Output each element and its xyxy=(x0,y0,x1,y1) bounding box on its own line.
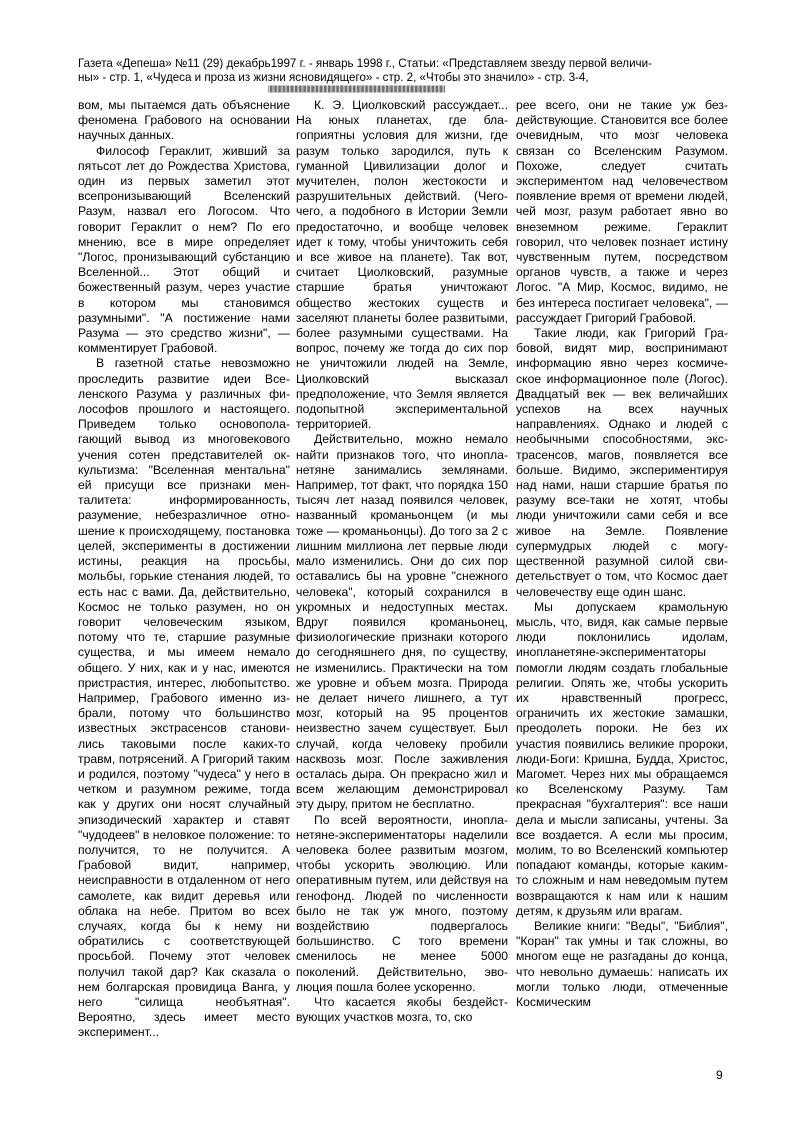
paragraph: Великие книги: "Веды", "Библия", "Коран" так умны и так сложны, во многом еще не разгаданы до конца, что невольно думаешь: написать их могли только люди, отмеченные Космическим xyxy=(516,918,728,1009)
header-line-2: ны» - стр. 1, «Чудеса и проза из жизни ясновидящего» - стр. 2, «Чтобы это значило» - стр. 3-4, xyxy=(78,71,589,84)
paragraph: Действительно, можно немало найти признаков того, что инопланетяне занимались землянами. Например, тот факт, что порядка 150 тысяч лет назад появился человек, названный кроманьонцем (и мы тоже — кроманьонцы). До того за 2 с лишним миллиона лет первые люди мало изменились. Они до сих пор оставались бы на уровне "снежного человека", который сохранился в укромных и недоступных местах. Вдруг появился кроманьонец, физиологические признаки которого до сегодняшнего дня, по существу, не изменились. Практически на том же уровне и объем мозга. Природа не делает ничего лишнего, а тут мозг, который на 95 процентов неизвестно зачем существует. Был случай, когда человеку пробили насквозь мозг. После заживления осталась дыра. Он прекрасно жил и всем желающим демонстрировал эту дыру, притом не бесплатно. xyxy=(296,432,508,812)
paragraph: Мы допускаем крамольную мысль, что, видя, как самые первые люди поклонились идолам, инопланетяне-экспериментаторы помогли людям создать глобальные религии. Опять же, чтобы ускорить их нравственный прогресс, ограничить их жестокие замашки, преодолеть пороки. Не без их участия появились великие пророки, люди-Боги: Кришна, Будда, Христос, Магомет. Через них мы обращаемся ко Вселенскому Разуму. Там прекрасная "бухгалтерия": все наши дела и мысли записаны, учтены. За все воздается. А если мы просим, молим, то во Вселенский компьютер попадают команды, которые каким-то сложным и нам неведомым путем возвращаются к нам или к нашим детям, к друзьям или врагам. xyxy=(516,599,728,918)
article-column-1 xyxy=(78,98,290,1041)
paragraph: К. Э. Циолковский рассуждает... На юных планетах, где благоприятны условия для жизни, где разум только зародился, путь к гуманной Цивилизации долог и мучителен, полон жестокости и разрушительных действий. (Чего-чего, а подобного в Истории Земли предостаточно, и вообще человек идет к тому, чтобы уничтожить себя и все живое на планете). Так вот, считает Циолковский, разумные старшие братья уничтожают общество жестоких существ и заселяют планеты более развитыми, более разумными существами. На вопрос, почему же тогда до сих пор не уничтожили людей на Земле, Циолковский высказал предположение, что Земля является подопытной экспериментальной территорией. xyxy=(296,98,508,432)
paragraph: Философ Гераклит, живший за пятьсот лет до Рождества Христова, один из первых заметил этот всепронизывающий Вселенский Разум, назвал его Логосом. Что говорит Гераклит о нем? По его мнению, все в мире определяет "Логос, пронизывающий субстанцию Вселенной... Этот общий и божественный разум, через участие в котором мы становимся разумными". "А постижение нами Разума — это средство жизни", — комментирует Грабовой. xyxy=(78,143,290,356)
paragraph: вом, мы пытаемся дать объяснение феномена Грабового на основании научных данных. xyxy=(78,98,290,143)
paragraph: Такие люди, как Григорий Грабовой, видят мир, воспринимают информацию явно через космическое информационное поле (Логос). Двадцатый век — век величайших успехов на всех научных направлениях. Однако и людей с необычными способностями, экстрасенсов, магов, появляется все больше. Видимо, экспериментируя над нами, наши старшие братья по разуму все-таки не хотят, чтобы люди уничтожили сами себя и все живое на Земле. Появление супермудрых людей с могущественной разумной силой свидетельствует о том, что Космос дает человечеству еще один шанс. xyxy=(516,326,728,599)
page-header xyxy=(78,57,728,95)
paragraph: рее всего, они не такие уж бездействующие. Становится все более очевидным, что мозг человека связан со Вселенским Разумом. Похоже, следует считать экспериментом над человечеством появление время от времени людей, чей мозг, разум работает явно во внеземном режиме. Гераклит говорил, что человек познает истину чувственным путем, посредством органов чувств, а также и через Логос. "А Мир, Космос, видимо, не без интереса постигает человека", — рассуждает Григорий Грабовой. xyxy=(516,98,728,325)
header-line-1: Газета «Депеша» №11 (29) декабрь1997 г. - январь 1998 г., Статьи: «Представляем звезду первой величи- xyxy=(78,57,652,70)
page-number: 9 xyxy=(716,1068,723,1082)
paragraph: Что касается якобы бездействующих участков мозга, то, ско xyxy=(296,994,508,1025)
paragraph: В газетной статье невозможно проследить развитие идеи Вселенского Разума у различных философов прошлого и настоящего. Приведем только основополагающий вывод из многовекового учения сотен представителей оккультизма: "Вселенная ментальна" ей присущи все признаки менталитета: информированность, разумение, небезразличное отношение к происходящему, постановка целей, эксперименты в достижении истины, реакция на просьбы, мольбы, горькие стенания людей, то есть нас с вами. Да, действительно, Космос не только разумен, но он говорит человеческим языком, потому что те, старшие разумные существа, и мы имеем немало общего. У них, как и у нас, имеются пристрастия, интерес, любопытство. Например, Грабового именно избрали, потому что большинство известных экстрасенсов становились таковыми после каких-то травм, потрясений. А Григорий таким и родился, поэтому "чудеса" у него в четком и разумном режиме, тогда как у других они носят случайный эпизодический характер и ставят "чудодеев" в неловкое положение: то получится, то не получится. А Грабовой видит, например, неисправности в отдаленном от него самолете, как видит деревья или облака на небе. Притом во всех случаях, когда бы к нему ни обратились с соответствующей просьбой. Почему этот человек получил такой дар? Как сказала о нем болгарская провидица Ванга, у него "силища необъятная". Вероятно, здесь имеет место эксперимент... xyxy=(78,356,290,1040)
article-column-2 xyxy=(296,98,508,1025)
paragraph: По всей вероятности, инопланетяне-экспериментаторы наделили человека более развитым мозгом, чтобы ускорить эволюцию. Или оперативным путем, или действуя на генофонд. Людей по численности было не так уж много, поэтому воздействию подвергалось большинство. С того времени сменилось не менее 5000 поколений. Действительно, эволюция пошла более ускоренно. xyxy=(296,812,508,994)
article-column-3 xyxy=(516,98,728,1010)
header-divider: |||||||||||||||||||||||||||||||||||||||||||||||||||||||||||||||||||||||||||||||||||||||||||||||||||||||||||||||||||||||||||||||||||||| xyxy=(268,86,445,93)
